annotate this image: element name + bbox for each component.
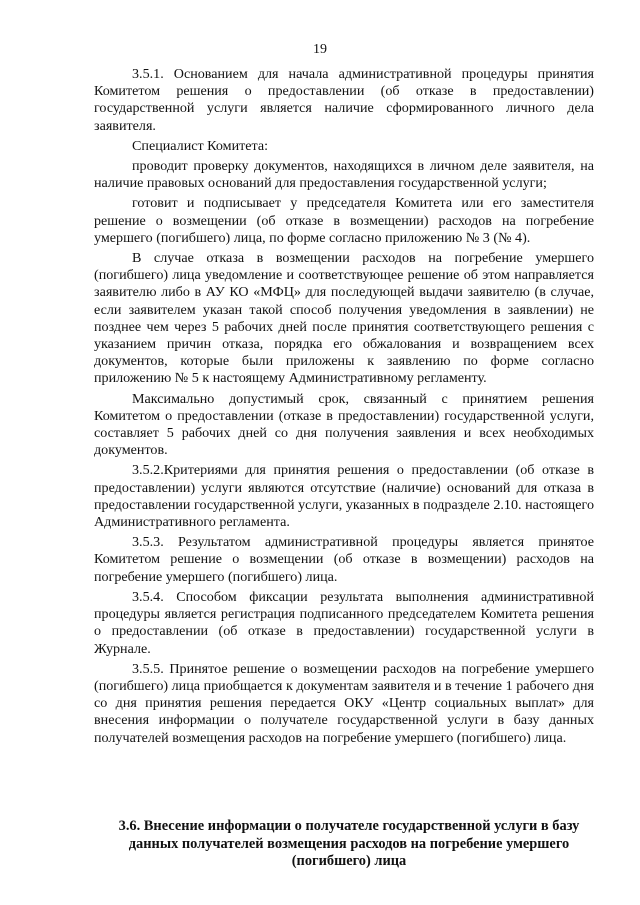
paragraph-max-term: Максимально допустимый срок, связанный с принятием решения Комитетом о предоставлении (отказе в предоставлении) государственной услуги, составляет 5 рабочих дней со дня получения заявления и всех необходимых документов. xyxy=(94,390,594,459)
document-body xyxy=(94,66,594,750)
paragraph-document-check: проводит проверку документов, находящихся в личном деле заявителя, на наличие правовых оснований для предоставления государственной услуги; xyxy=(94,158,594,192)
paragraph-decision-preparation: готовит и подписывает у председателя Комитета или его заместителя решение о возмещении (об отказе в возмещении) расходов на погребение умершего (погибшего) лица, по форме согласно приложению № 3 (№ 4). xyxy=(94,195,594,246)
paragraph-refusal-notice: В случае отказа в возмещении расходов на погребение умершего (погибшего) лица уведомление и соответствующее решение об этом направляется заявителю либо в АУ КО «МФЦ» для последующей выдачи заявителю (в случае, если заявителем указан такой способ получения уведомления в заявлении) не позднее чем через 5 рабочих дней после принятия соответствующего решения с указанием причин отказа, порядка его обжалования и возвращением всех документов, которые были приложены к заявлению по форме согласно приложению № 5 к настоящему Административному регламенту. xyxy=(94,250,594,387)
paragraph-3-5-4: 3.5.4. Способом фиксации результата выполнения административной процедуры является регистрация подписанного председателем Комитета решения о предоставлении (об отказе в предоставлении) государственной услуги в Журнале. xyxy=(94,588,594,657)
paragraph-specialist-intro: Специалист Комитета: xyxy=(132,137,269,154)
section-heading-3-6: 3.6. Внесение информации о получателе государственной услуги в базу данных получателей возмещения расходов на погребение умершего (погибшего) лица xyxy=(118,818,580,869)
paragraph-3-5-3: 3.5.3. Результатом административной процедуры является принятое Комитетом решение о возмещении (об отказе в возмещении) расходов на погребение умершего (погибшего) лица. xyxy=(94,534,594,585)
paragraph-3-5-1: 3.5.1. Основанием для начала административной процедуры принятия Комитетом решения о предоставлении (об отказе в предоставлении) государственной услуги является наличие сформированного личного дела заявителя. xyxy=(94,66,594,134)
paragraph-3-5-5: 3.5.5. Принятое решение о возмещении расходов на погребение умершего (погибшего) лица приобщается к документам заявителя и в течение 1 рабочего дня со дня принятия решения передается ОКУ «Центр социальных выплат» для внесения информации о получателе государственной услуги в базу данных получателей возмещения расходов на погребение умершего (погибшего) лица. xyxy=(94,660,594,746)
paragraph-3-5-2: 3.5.2.Критериями для принятия решения о предоставлении (об отказе в предоставлении) услуги являются отсутствие (наличие) оснований для отказа в предоставлении государственной услуги, указанных в подразделе 2.10. настоящего Административного регламента. xyxy=(94,462,594,531)
page-number: 19 xyxy=(313,42,327,57)
